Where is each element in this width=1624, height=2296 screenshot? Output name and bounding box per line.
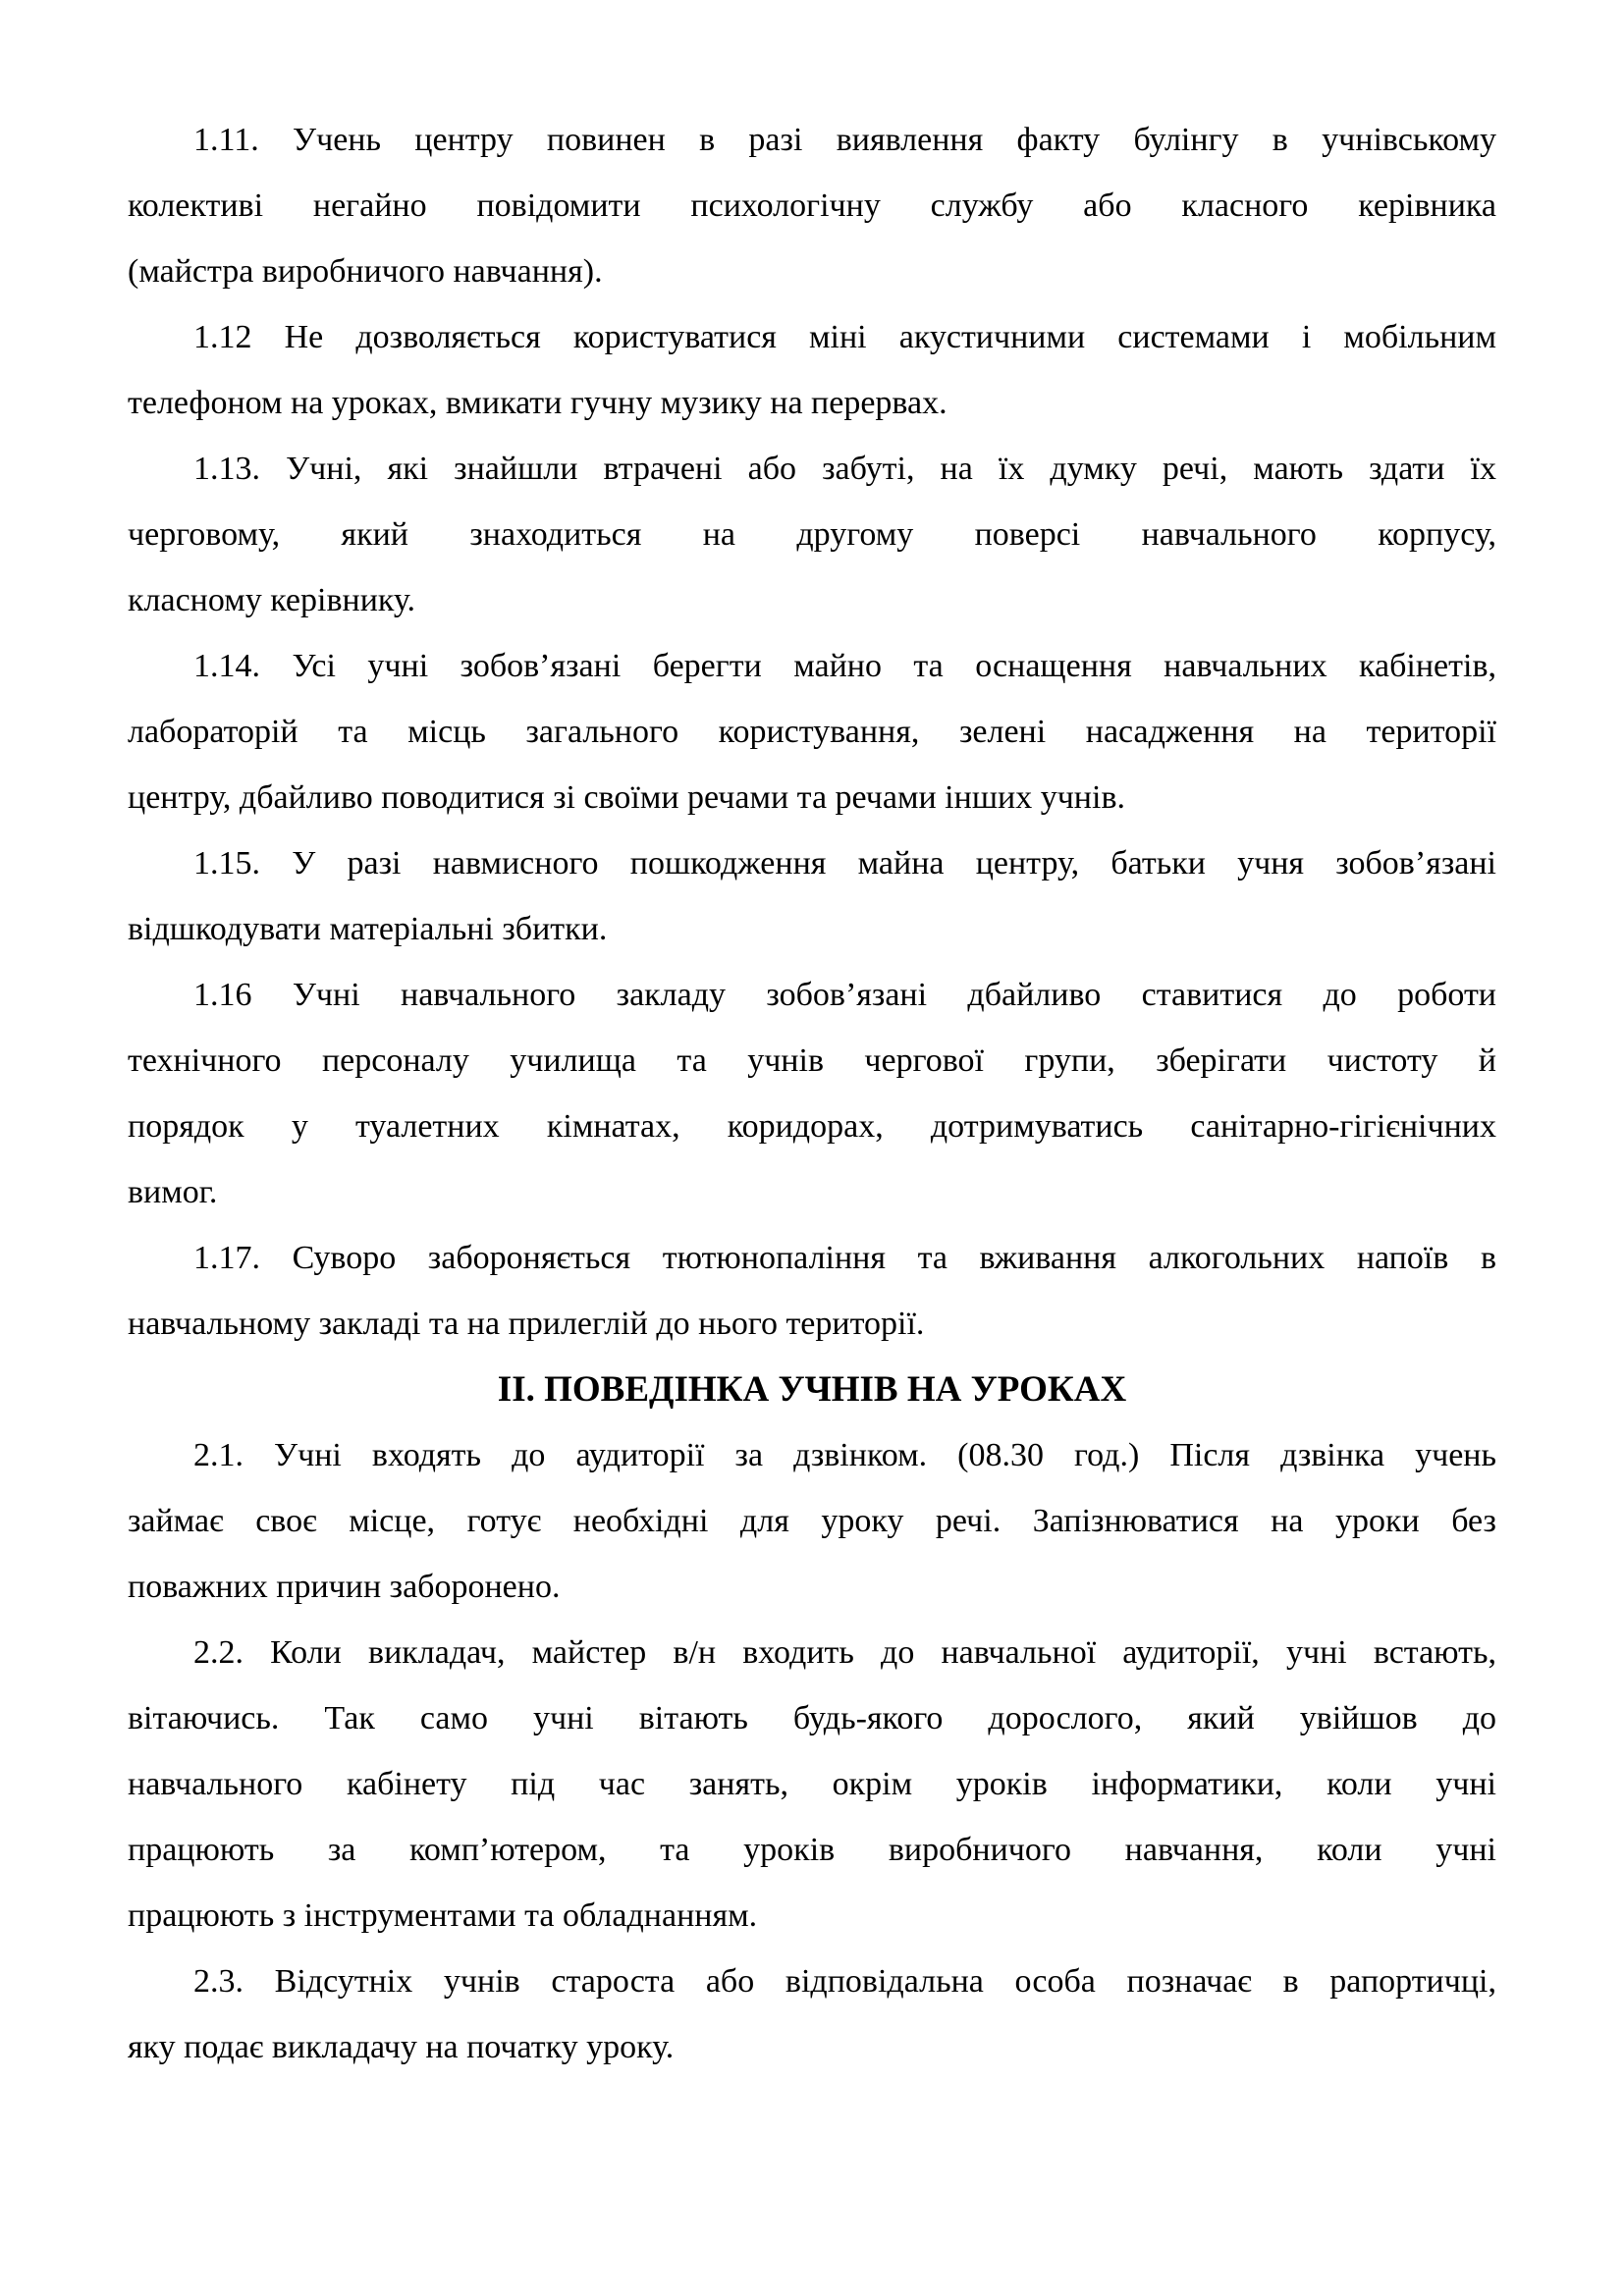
text-line: працюють за комп’ютером, та уроків виробничого навчання, коли учні [128,1832,1496,1868]
text-line: 2.1. Учні входять до аудиторії за дзвінком. (08.30 год.) Після дзвінка учень [193,1437,1496,1473]
text-line: 1.17. Суворо забороняється тютюнопаління та вживання алкогольних напоїв в [193,1240,1496,1276]
text-line: 1.12 Не дозволяється користуватися міні акустичними системами і мобільним [193,319,1496,355]
paragraph-2.1 [128,1422,1496,1620]
text-line: порядок у туалетних кімнатах, коридорах, дотримуватись санітарно-гігієнічних [128,1108,1496,1145]
paragraph-1.17 [128,1225,1496,1357]
text-line: 1.14. Усі учні зобов’язані берегти майно та оснащення навчальних кабінетів, [193,648,1496,684]
text-line: 2.3. Відсутніх учнів староста або відповідальна особа позначає в рапортичці, [193,1963,1496,2000]
document-body [128,107,1496,2080]
text-line: вітаючись. Так само учні вітають будь-якого дорослого, який увійшов до [128,1700,1496,1736]
text-line: вимог. [128,1174,218,1210]
text-line: 1.15. У разі навмисного пошкодження майна центру, батьки учня зобов’язані [193,845,1496,881]
text-line: технічного персоналу училища та учнів чергової групи, зберігати чистоту й [128,1042,1496,1079]
text-line: яку подає викладачу на початку уроку. [128,2029,675,2065]
text-line: лабораторій та місць загального користування, зелені насадження на території [128,714,1496,750]
paragraph-1.13 [128,436,1496,633]
text-line: навчальному закладі та на прилеглій до нього території. [128,1306,925,1342]
text-line: навчального кабінету під час занять, окрім уроків інформатики, коли учні [128,1766,1496,1802]
text-line: центру, дбайливо поводитися зі своїми речами та речами інших учнів. [128,779,1125,816]
section-heading: ІІ. ПОВЕДІНКА УЧНІВ НА УРОКАХ [497,1369,1127,1410]
paragraph-1.15 [128,830,1496,962]
paragraph-2.2 [128,1620,1496,1949]
text-line: 1.13. Учні, які знайшли втрачені або забуті, на їх думку речі, мають здати їх [193,451,1496,487]
text-line: (майстра виробничого навчання). [128,253,603,290]
text-line: класному керівнику. [128,582,416,618]
paragraph-2.3 [128,1949,1496,2080]
text-line: поважних причин заборонено. [128,1569,561,1605]
text-line: відшкодувати матеріальні збитки. [128,911,608,947]
text-line: черговому, який знаходиться на другому поверсі навчального корпусу, [128,516,1496,553]
text-line: працюють з інструментами та обладнанням. [128,1897,758,1934]
text-line: 1.11. Учень центру повинен в разі виявлення факту булінгу в учнівському [193,122,1496,158]
text-line: колективі негайно повідомити психологічну службу або класного керівника [128,187,1496,224]
paragraph-1.11 [128,107,1496,304]
text-line: 1.16 Учні навчального закладу зобов’язані дбайливо ставитися до роботи [193,977,1496,1013]
paragraph-1.12 [128,304,1496,436]
paragraph-1.16 [128,962,1496,1225]
text-line: телефоном на уроках, вмикати гучну музику на перервах. [128,385,947,421]
text-line: 2.2. Коли викладач, майстер в/н входить до навчальної аудиторії, учні встають, [193,1634,1496,1671]
paragraph-1.14 [128,633,1496,830]
text-line: займає своє місце, готує необхідні для уроку речі. Запізнюватися на уроки без [128,1503,1496,1539]
